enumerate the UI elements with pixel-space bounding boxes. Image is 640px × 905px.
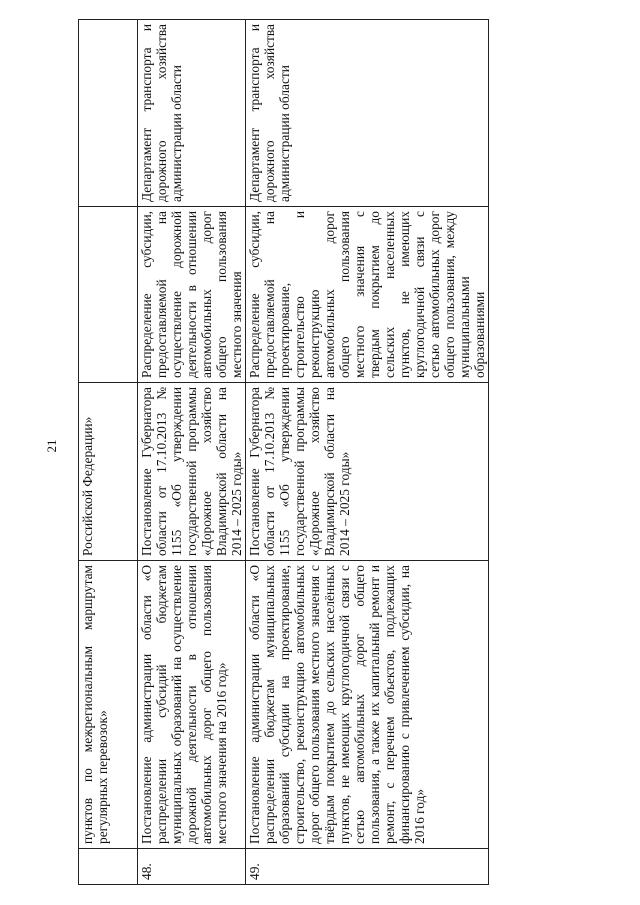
rotated-table-wrapper — [78, 20, 487, 885]
act-name-cell: Постановление администрации области «О распределении субсидий бюджетам муниципальных образований на осуществление дорожной деятельности в отношении автомобильных дорог общего пользования местного значения на 2016 год» — [138, 561, 246, 849]
department-cell: Департамент транспорта и дорожного хозяйства администрации области — [246, 20, 489, 207]
row-number-cell: 48. — [138, 849, 246, 885]
table-row — [79, 20, 138, 885]
row-number-cell — [79, 849, 138, 885]
table-row — [246, 20, 489, 885]
rotated-page — [78, 20, 487, 885]
department-cell: Департамент транспорта и дорожного хозяйства администрации области — [138, 20, 246, 207]
legal-acts-table — [78, 19, 489, 885]
purpose-cell — [79, 207, 138, 383]
purpose-cell: Распределение субсидии, предоставляемой на проектирование, строительство и реконструкцию автомобильных дорог общего пользования местного значения с твердым покрытием до сельских населенных пунктов, не имеющих круглогодичной связи с сетью автомобильных дорог общего пользования, между муниципальными образованиями — [246, 207, 489, 383]
act-name-cell: пунктов по межрегиональным маршрутам регулярных перевозок» — [79, 561, 138, 849]
regulation-cell: Постановление Губернатора области от 17.10.2013 № 1155 «Об утверждении государственной программы «Дорожное хозяйство Владимирской области на 2014 – 2025 годы» — [138, 383, 246, 561]
department-cell — [79, 20, 138, 207]
act-name-cell: Постановление администрации области «О распределении бюджетам муниципальных образований субсидии на проектирование, строительство, реконструкцию автомобильных дорог общего пользования местного значения с твёрдым покрытием до сельских населённых пунктов, не имеющих круглогодичной связи с сетью автомобильных дорог общего пользования, а также их капитальный ремонт и ремонт, с перечнем объектов, подлежащих финансированию с привлечением субсидии, на 2016 год» — [246, 561, 489, 849]
regulation-cell: Постановление Губернатора области от 17.10.2013 № 1155 «Об утверждении государственной программы «Дорожное хозяйство Владимирской области на 2014 – 2025 годы» — [246, 383, 489, 561]
row-number-cell: 49. — [246, 849, 489, 885]
purpose-cell: Распределение субсидии, предоставляемой на осуществление дорожной деятельности в отношении автомобильных дорог общего пользования местного значения — [138, 207, 246, 383]
regulation-cell: Российской Федерации» — [79, 383, 138, 561]
page-number: 21 — [44, 439, 59, 453]
table-row — [138, 20, 246, 885]
